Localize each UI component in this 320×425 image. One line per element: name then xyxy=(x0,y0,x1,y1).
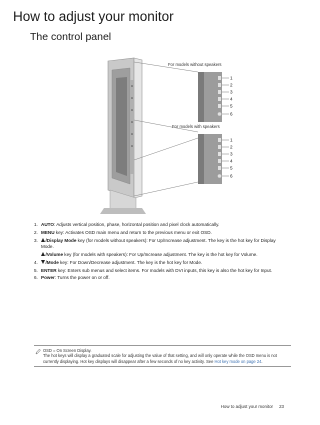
callout-5-bottom: 5 xyxy=(230,165,233,171)
note-box xyxy=(34,345,291,367)
caption-without-speakers: For models without speakers xyxy=(168,62,222,67)
callout-1-bottom: 1 xyxy=(230,137,233,143)
callout-3-top: 3 xyxy=(230,89,233,95)
page-number: 23 xyxy=(279,404,284,409)
list-item: 5. ENTER key: Enters sub menus and select items. For models with DVI inputs, this key is also the hot key for Input. xyxy=(34,267,273,273)
section-title: The control panel xyxy=(30,31,112,43)
panel-without-speakers xyxy=(198,72,229,122)
control-panel-diagram xyxy=(0,0,300,215)
footer-section: How to adjust your monitor xyxy=(220,404,273,409)
callout-1-top: 1 xyxy=(230,75,233,81)
control-key-list xyxy=(34,222,284,283)
page-footer xyxy=(0,404,284,409)
monitor-illustration xyxy=(100,58,146,214)
callout-3-bottom: 3 xyxy=(230,151,233,157)
callout-6-top: 6 xyxy=(230,111,233,117)
note-line-1: OSD = On Screen Display. xyxy=(43,348,92,353)
list-item: 2. MENU key: Activates OSD main menu and return to the previous menu or exit OSD. xyxy=(34,229,212,235)
list-item: 1. AUTO: Adjusts vertical position, phase, horizontal position and pixel clock automatically. xyxy=(34,222,220,227)
note-pencil-icon xyxy=(35,348,41,355)
list-item: 4. /Mode key: For Down/Decrease adjustment. The key is the hot key for Mode. xyxy=(34,259,203,265)
up-arrow-icon xyxy=(41,238,45,242)
down-arrow-icon xyxy=(41,260,45,264)
callout-6-bottom: 6 xyxy=(230,173,233,179)
callout-4-top: 4 xyxy=(230,96,233,102)
page-title: How to adjust your monitor xyxy=(13,9,174,24)
up-arrow-icon xyxy=(41,252,45,256)
hot-key-mode-link[interactable]: Hot key mode on page 24 xyxy=(214,358,262,364)
panel-with-speakers xyxy=(198,134,229,184)
callout-5-top: 5 xyxy=(230,103,233,109)
callout-4-bottom: 4 xyxy=(230,158,233,164)
callout-2-bottom: 2 xyxy=(230,144,233,150)
caption-with-speakers: For models with speakers xyxy=(172,124,220,129)
callout-2-top: 2 xyxy=(230,82,233,88)
list-item: 6. Power: Turns the power on or off. xyxy=(34,275,110,281)
list-item: 3. /Display Mode key (for models without speakers): For Up/Increase adjustment. The key is the hot key for Display Mode. /Volume key (for models with speakers): For Up/Increase adjustment. The key is the hot key for Volume. xyxy=(34,237,276,257)
note-line-2: The hot keys will display a graduated scale for adjusting the value of that setting, and will only operate while the OSD menu is not currently displaying. Hot key displays will disappear after a few seconds of no key activity. See Hot key mode on page 24. xyxy=(43,353,277,364)
